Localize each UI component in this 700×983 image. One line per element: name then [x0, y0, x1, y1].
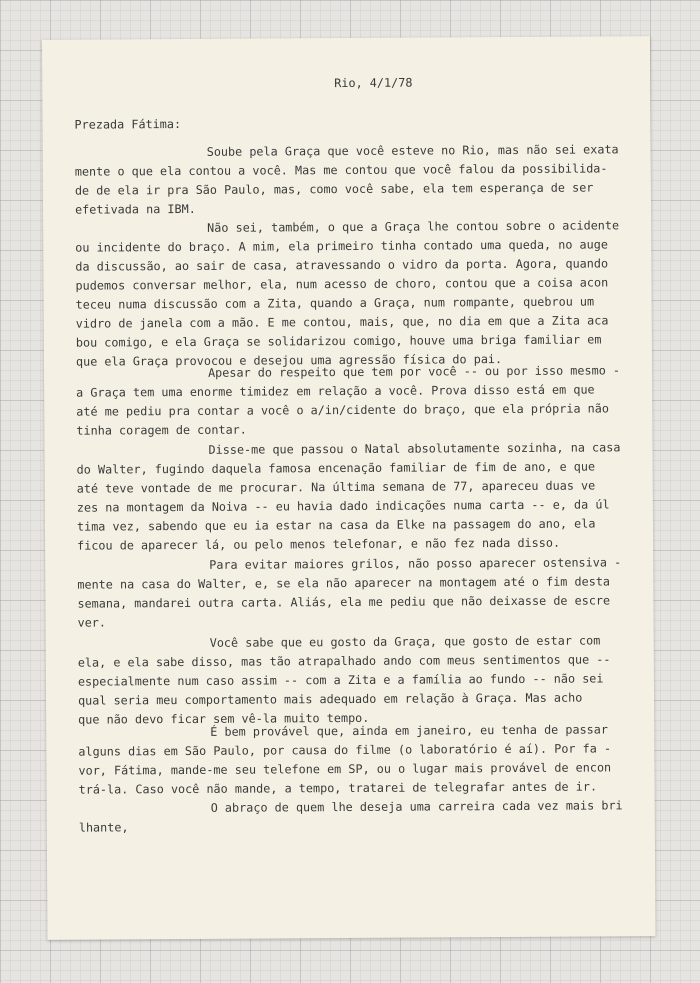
text-line: trá-la. Caso você não mande, a tempo, tratarei de telegrafar antes de ir.	[78, 779, 598, 797]
text-line: tima vez, sabendo que eu ia estar na casa da Elke na passagem do ano, ela	[76, 516, 596, 534]
text-line: mente o que ela contou a você. Mas me contou que você falou da possibilida-	[74, 161, 608, 179]
text-line: de de ela ir pra São Paulo, mas, como você sabe, ela tem esperança de ser	[74, 180, 594, 198]
text-line: bou comigo, e ela Graça se solidarizou comigo, houve uma briga familiar em	[75, 332, 602, 350]
salutation: Prezada Fátima:	[74, 117, 182, 132]
text-line: até teve vontade de me procurar. Na última semana de 77, apareceu duas ve	[76, 478, 596, 496]
paragraph-2	[43, 218, 651, 369]
text-line: ver.	[77, 615, 107, 630]
text-line: ela, e ela sabe disso, mas tão atrapalhado ando com meus sentimentos que --	[77, 652, 611, 670]
text-line: da discussão, ao sair de casa, atravessando o vidro da porta. Agora, quando	[75, 256, 609, 274]
paragraph-4	[44, 440, 652, 553]
paragraph-6	[46, 633, 654, 727]
text-line: Soube pela Graça que você esteve no Rio, mas não sei exata	[206, 142, 619, 159]
text-line: Disse-me que passou o Natal absolutamente sozinha, na casa	[208, 440, 621, 457]
text-line: especialmente num caso assim -- com a Zita e a família ao fundo -- não sei	[77, 671, 604, 689]
text-line: que não devo ficar sem vê-la muito tempo.	[78, 710, 370, 727]
text-line: a Graça tem uma enorme timidez em relação a você. Prova disso está em que	[76, 382, 595, 400]
text-line: teceu numa discussão com a Zita, quando a Graça, num rompante, quebrou um	[75, 294, 595, 312]
text-line: O abraço de quem lhe deseja uma carreira cada vez mais bri	[210, 798, 623, 815]
text-line: que ela Graça provocou e desejou uma agressão física do pai.	[75, 352, 503, 369]
paragraph-1	[43, 142, 651, 217]
text-line: efetivada na IBM.	[75, 201, 196, 217]
closing	[47, 798, 655, 835]
text-line: ficou de aparecer lá, ou pelo menos telefonar, e não fez nada disso.	[77, 535, 561, 553]
text-line: Não sei, também, o que a Graça lhe contou sobre o acidente	[207, 218, 620, 235]
text-line: alguns dias em São Paulo, por causa do filme (o laboratório é aí). Por fa -	[78, 741, 612, 759]
text-line: semana, mandarei outra carta. Aliás, ela me pediu que não deixasse de escre	[77, 593, 611, 611]
text-line: até me pediu pra contar a você o a/in/cidente do braço, que ela própria não	[76, 401, 609, 419]
letter-date: Rio, 4/1/78	[334, 75, 413, 91]
text-line: do Walter, fugindo daquela famosa encenação familiar de fim de ano, e que	[76, 459, 596, 477]
text-line: Você sabe que eu gosto da Graça, que gosto de estar com	[209, 633, 601, 650]
text-line: ou incidente do braço. A mim, ela primeiro tinha contado uma queda, no auge	[75, 237, 608, 255]
text-line: vidro de janela com a mão. E me contou, mais, que, no dia em que a Zita aca	[75, 313, 609, 331]
text-line: qual seria meu comportamento mais adequado em relação à Graça. Mas acho	[78, 690, 583, 708]
text-line: tinha coragem de contar.	[76, 422, 247, 438]
paragraph-5	[45, 555, 653, 630]
text-line: É bem provável que, ainda em janeiro, eu tenha de passar	[210, 722, 609, 739]
text-line: Apesar do respeito que tem por você -- ou por isso mesmo -	[208, 363, 621, 380]
text-line: lhante,	[78, 820, 129, 835]
text-line: vor, Fátima, mande-me seu telefone em SP, ou o lugar mais provável de encon	[78, 760, 612, 778]
text-line: Para evitar maiores grilos, não posso aparecer ostensiva -	[209, 555, 622, 572]
text-line: pudemos conversar melhor, ela, num acesso de choro, contou que a coisa acon	[75, 275, 609, 293]
letter-sheet	[42, 36, 655, 940]
text-line: zes na montagem da Noiva -- eu havia dado indicações numa carta -- e, da úl	[76, 497, 610, 515]
text-line: mente na casa do Walter, e, se ela não aparecer na montagem até o fim desta	[77, 574, 611, 592]
